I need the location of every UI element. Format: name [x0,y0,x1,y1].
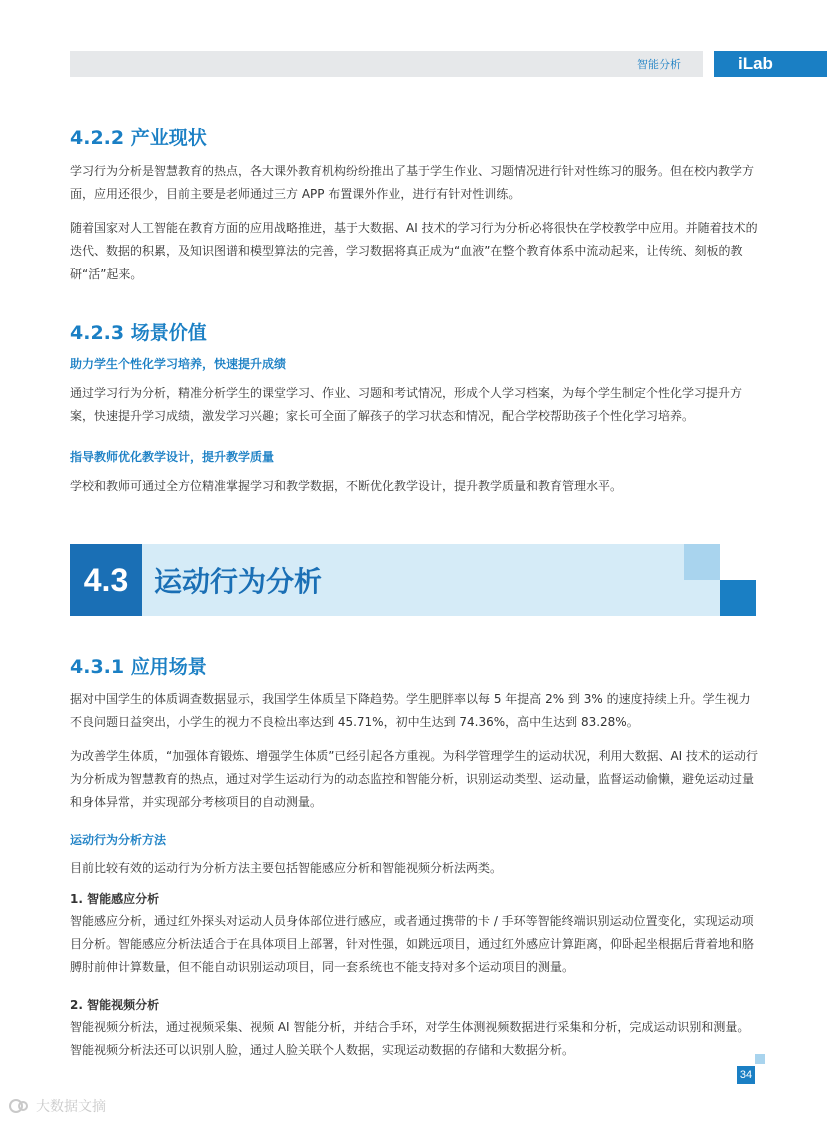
paragraph-method-intro: 目前比较有效的运动行为分析方法主要包括智能感应分析和智能视频分析法两类。 [70,861,503,875]
subheading-teacher-design: 指导教师优化教学设计，提升教学质量 [70,450,275,464]
section-number-badge: 4.3 [70,544,142,616]
watermark-logo-icon [8,1098,30,1114]
paragraph-4-3-1-1: 据对中国学生的体质调查数据显示，我国学生体质呈下降趋势。学生肥胖率以每 5 年提高 2% 到 3% 的速度持续上升。学生视力不良问题日益突出，小学生的视力不良检出率达到 45.71%，初中生达到 74.36%，高中生达到 83.28%。 [70,692,751,729]
banner-decor-square [720,580,756,616]
paragraph-4-2-2-1: 学习行为分析是智慧教育的热点，各大课外教育机构纷纷推出了基于学生作业、习题情况进行针对性练习的服务。但在校内教学方面，应用还很少，目前主要是老师通过三方 APP 布置课外作业，进行有针对性训练。 [70,164,755,201]
subheading-student-learning: 助力学生个性化学习培养，快速提升成绩 [70,357,287,371]
paragraph-4-2-2-2: 随着国家对人工智能在教育方面的应用战略推进，基于大数据、AI 技术的学习行为分析必将很快在学校教学中应用。并随着技术的迭代、数据的积累，及知识图谱和模型算法的完善，学习数据将真正成为“血液”在整个教育体系中流动起来，让传统、刻板的教研“活”起来。 [70,221,758,281]
subheading-method: 运动行为分析方法 [70,833,167,847]
heading-4-2-2: 4.2.2 产业现状 [70,127,207,149]
subheading-method-2: 2. 智能视频分析 [70,998,160,1012]
ilab-logo: iLab [714,51,827,77]
watermark [8,1096,106,1116]
section-title: 运动行为分析 [154,565,323,598]
banner-decor-square [684,544,720,580]
paragraph-4-2-3-1: 通过学习行为分析，精准分析学生的课堂学习、作业、习题和考试情况，形成个人学习档案，为每个学生制定个性化学习提升方案，快速提升学习成绩，激发学习兴趣；家长可全面了解孩子的学习状态和情况，配合学校帮助孩子个性化学习培养。 [70,386,743,423]
footer-decor-square [755,1054,765,1064]
paragraph-method-2: 智能视频分析法，通过视频采集、视频 AI 智能分析，并结合手环，对学生体测视频数据进行采集和分析，完成运动识别和测量。智能视频分析法还可以识别人脸，通过人脸关联个人数据，实现运动数据的存储和大数据分析。 [70,1020,750,1057]
page-number: 34 [737,1066,755,1084]
section-label: 智能分析 [637,58,681,71]
paragraph-4-2-3-2: 学校和教师可通过全方位精准掌握学习和教学数据，不断优化教学设计，提升教学质量和教育管理水平。 [70,479,623,493]
subheading-method-1: 1. 智能感应分析 [70,892,160,906]
heading-4-2-3: 4.2.3 场景价值 [70,322,207,344]
heading-4-3-1: 4.3.1 应用场景 [70,656,207,678]
paragraph-4-3-1-2: 为改善学生体质，“加强体育锻炼、增强学生体质”已经引起各方重视。为科学管理学生的运动状况，利用大数据、AI 技术的运动行为分析成为智慧教育的热点，通过对学生运动行为的动态监控和智能分析，识别运动类型、运动量，监督运动偷懒，避免运动过量和身体异常，并实现部分考核项目的自动测量。 [70,749,759,809]
header-bar [70,51,703,77]
watermark-text: 大数据文摘 [36,1099,106,1115]
paragraph-method-1: 智能感应分析，通过红外探头对运动人员身体部位进行感应，或者通过携带的卡 / 手环等智能终端识别运动位置变化，实现运动项目分析。智能感应分析法适合于在具体项目上部署，针对性强，如跳远项目，通过红外感应计算距离，仰卧起坐根据后背着地和胳膊肘前伸计算数量，但不能自动识别运动项目，同一套系统也不能支持对多个运动项目的测量。 [70,914,755,974]
